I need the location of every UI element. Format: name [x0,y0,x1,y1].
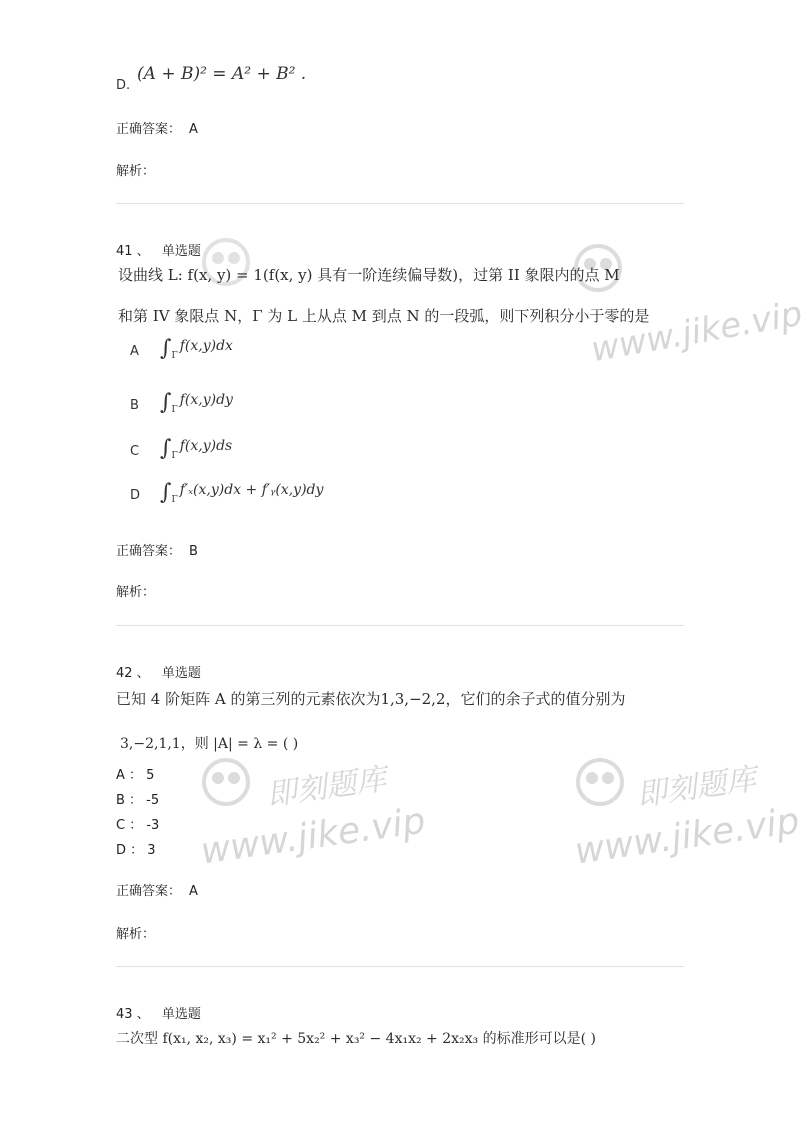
answer-label: 正确答案： [116,544,182,559]
q42-stem-line2: 3,−2,1,1，则 |A| = λ = ( ) [120,736,299,752]
watermark-brand: 即刻题库 [264,761,389,814]
watermark-q41 [560,232,805,371]
q40-option-d-letter: D. [116,78,131,93]
q43-stem-line1: 二次型 f(x₁, x₂, x₃) = x₁² + 5x₂² + x₃² − 4x₁x₂ + 2x₂x₃ 的标准形可以是( ) [116,1031,596,1047]
integral-sign: ∫ [160,436,172,461]
q42-stem-line1: 已知 4 阶矩阵 A 的第三列的元素依次为1,3,−2,2，它们的余子式的值分别为 [116,690,626,708]
panda-logo-icon [196,752,256,812]
answer-value: A [189,884,198,899]
q42-option-c[interactable]: C ： -3 [116,818,160,833]
q40-option-d-formula: (A + B)² = A² + B² . [137,64,307,84]
q41-option-a[interactable] [130,336,233,361]
divider [116,966,684,967]
integrand: f(x,y)dx [179,338,233,354]
question-type: 单选题 [161,244,201,259]
watermark-q42-right [570,752,802,882]
integral-subscript: Γ [171,495,178,505]
question-type: 单选题 [161,1007,201,1022]
option-formula [160,436,232,461]
answer-label: 正确答案： [116,122,182,137]
integrand: f(x,y)dy [179,392,233,408]
integrand: f′ₓ(x,y)dx + f′ᵧ(x,y)dy [179,482,324,498]
q40-answer-row [116,118,198,137]
answer-value: A [189,122,198,137]
q42-option-a[interactable]: A ： 5 [116,768,155,783]
option-letter: C [130,444,140,459]
q42-header [116,662,201,681]
q42-option-d[interactable]: D ： 3 [116,843,156,858]
divider [116,203,684,204]
option-formula [160,390,233,415]
q41-stem-line2: 和第 IV 象限点 N，Γ 为 L 上从点 M 到点 N 的一段弧，则下列积分小于零的是 [118,307,650,325]
question-number: 43 、 [116,1007,150,1022]
panda-logo-icon [570,752,630,812]
question-number: 41 、 [116,244,150,259]
option-formula [160,480,323,505]
q41-option-d[interactable] [130,480,324,505]
watermark-q42-left [196,752,426,882]
q41-header [116,240,201,259]
integral-subscript: Γ [171,351,178,361]
integrand: f(x,y)ds [179,438,233,454]
option-letter: B [130,398,139,413]
integral-subscript: Γ [171,405,178,415]
q41-answer-row [116,540,198,559]
q41-stem-line1: 设曲线 L: f(x, y) = 1(f(x, y) 具有一阶连续偏导数)，过第 II 象限内的点 M [118,266,620,284]
q42-answer-row [116,880,198,899]
q42-analysis-label: 解析： [116,927,156,942]
integral-subscript: Γ [171,451,178,461]
integral-sign: ∫ [160,390,172,415]
q40-analysis-label: 解析： [116,164,156,179]
divider [116,625,684,626]
answer-value: B [189,544,198,559]
watermark-url: www.jike.vip [588,293,805,371]
watermark-url: www.jike.vip [572,800,802,873]
question-number: 42 、 [116,666,150,681]
integral-sign: ∫ [160,480,172,505]
q41-option-b[interactable] [130,390,233,415]
integral-sign: ∫ [160,336,172,361]
answer-label: 正确答案： [116,884,182,899]
option-formula [160,336,233,361]
question-type: 单选题 [161,666,201,681]
option-letter: D [130,488,141,503]
option-letter: A [130,344,139,359]
watermark-url: www.jike.vip [198,800,428,873]
q43-header [116,1003,201,1022]
q41-option-c[interactable] [130,436,233,461]
q41-analysis-label: 解析： [116,585,156,600]
watermark-brand: 即刻题库 [634,761,759,814]
q42-option-b[interactable]: B ： -5 [116,793,160,808]
